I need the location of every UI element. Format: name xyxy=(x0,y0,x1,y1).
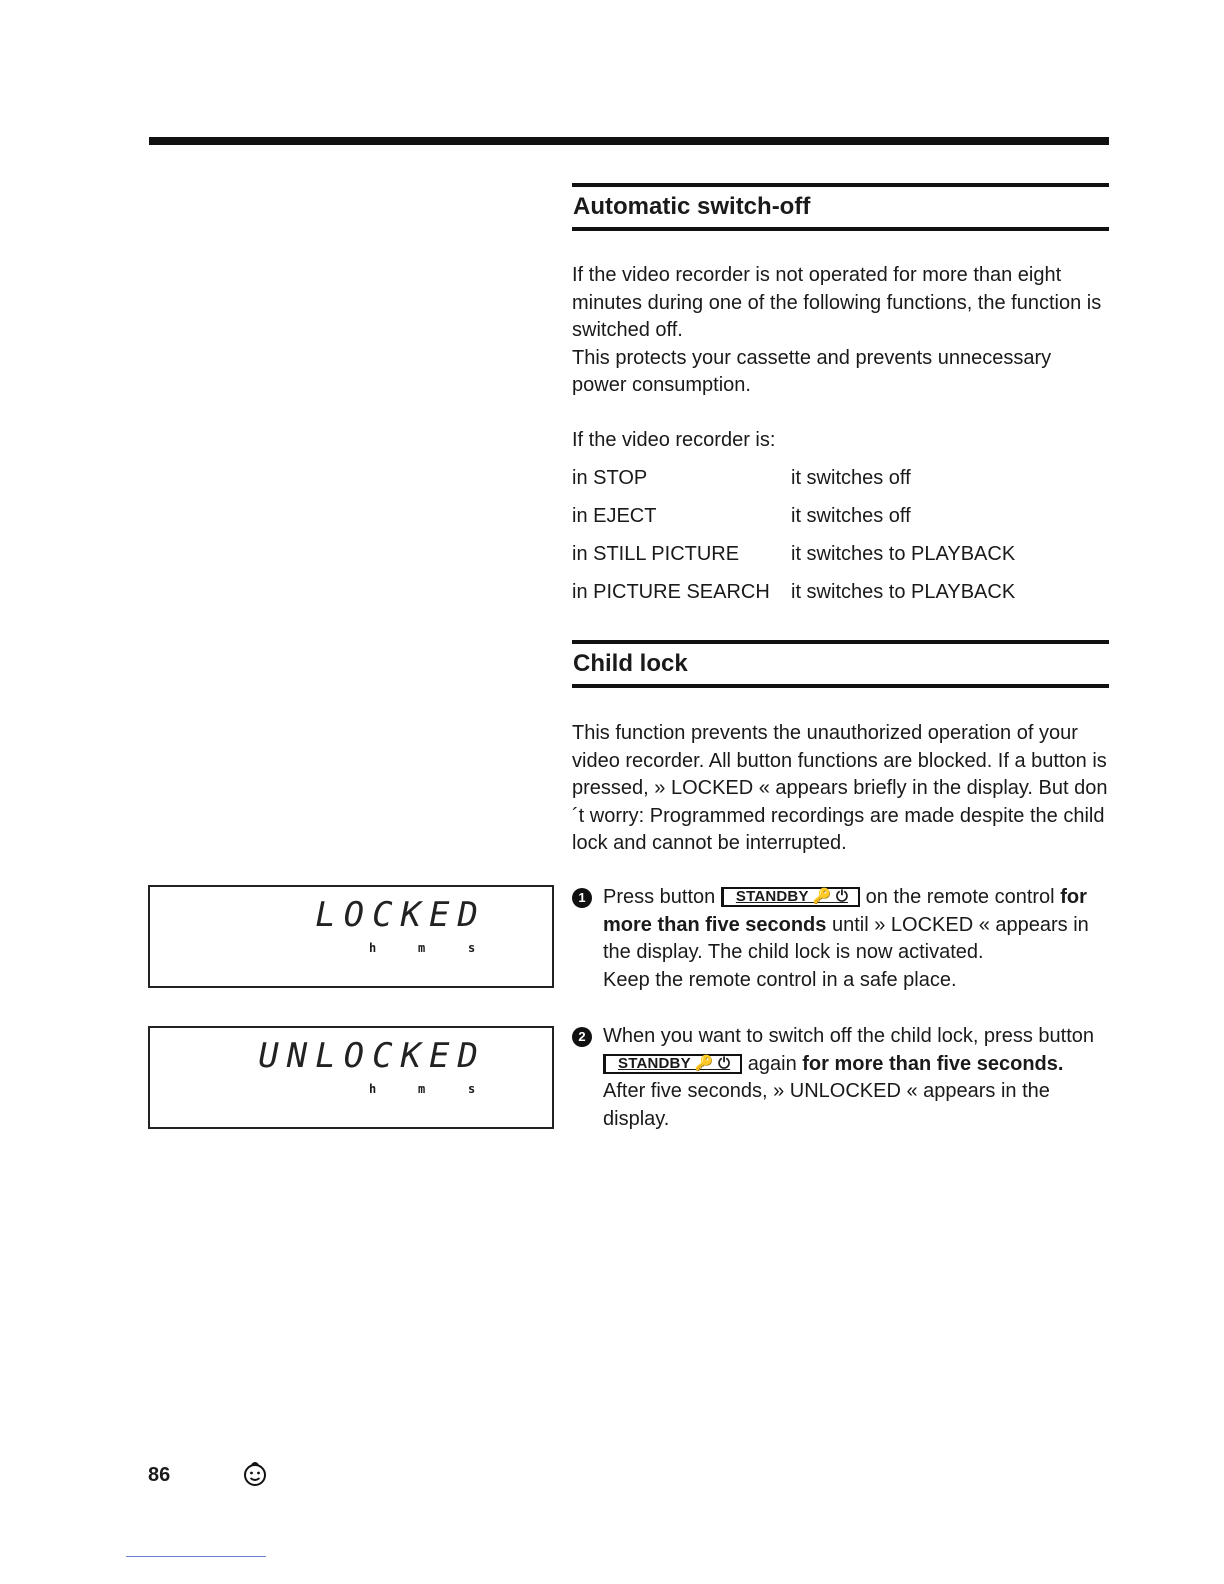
row-state: in STILL PICTURE xyxy=(572,543,740,565)
lcd-hours-label: h xyxy=(369,1082,377,1096)
step-2-text-a: When you want to switch off the child lock, press button xyxy=(603,1025,1094,1047)
row-state: in PICTURE SEARCH xyxy=(572,581,770,603)
lcd-text: LOCKED xyxy=(315,895,486,935)
table-row xyxy=(572,466,1109,504)
step-2-bold: for more than five seconds. xyxy=(802,1052,1064,1075)
table-row xyxy=(572,504,1109,542)
section-header-child-lock xyxy=(572,640,1109,688)
auto-switch-off-para1: If the video recorder is not operated for more than eight minutes during one of the following functions, the function is switched off. xyxy=(572,264,1102,342)
standby-key-label: STANDBY 🔑 ⏻ xyxy=(603,1054,742,1074)
lcd-hours-label: h xyxy=(369,941,377,955)
lcd-minutes-label: m xyxy=(418,1082,426,1096)
step-1-text xyxy=(603,884,1109,994)
top-rule xyxy=(149,137,1109,145)
step-2-text-c: After five seconds, » UNLOCKED « appears in the display. xyxy=(603,1080,1050,1130)
table-row xyxy=(572,580,1109,618)
state-table xyxy=(572,466,1109,618)
table-row xyxy=(572,542,1109,580)
row-result: it switches off xyxy=(791,467,911,489)
step-2 xyxy=(572,1023,1109,1133)
section-header-auto-switch-off xyxy=(572,183,1109,231)
lcd-text: UNLOCKED xyxy=(258,1036,486,1076)
step-2-number: 2 xyxy=(572,1027,592,1047)
lcd-seconds-label: s xyxy=(468,941,476,955)
table-intro: If the video recorder is: xyxy=(572,428,776,451)
footer-rule xyxy=(126,1556,266,1557)
step-2-text xyxy=(603,1023,1109,1133)
step-1-bold: for more than five seconds xyxy=(603,886,1087,936)
step-2-text-b: again xyxy=(747,1052,797,1075)
row-result: it switches off xyxy=(791,505,911,527)
auto-switch-off-para2: This protects your cassette and prevents unnecessary power consumption. xyxy=(572,346,1052,397)
step-1 xyxy=(572,884,1109,994)
step-1-text-a: Press button xyxy=(603,886,716,908)
lcd-seconds-label: s xyxy=(468,1082,476,1096)
row-result: it switches to PLAYBACK xyxy=(791,543,1016,565)
display-unlocked xyxy=(148,1026,554,1129)
standby-key-label: STANDBY 🔑 ⏻ xyxy=(721,887,860,907)
row-state: in STOP xyxy=(572,467,648,489)
row-result: it switches to PLAYBACK xyxy=(791,581,1016,603)
section-title-auto-switch-off: Automatic switch-off xyxy=(573,193,811,220)
step-1-text-b: on the remote control xyxy=(865,886,1055,908)
child-lock-body xyxy=(572,720,1109,858)
child-face-icon xyxy=(241,1460,269,1488)
page-number: 86 xyxy=(148,1464,171,1486)
step-1-text-c: until » LOCKED « appears in the display. The child lock is now activated. xyxy=(603,913,1089,964)
display-locked xyxy=(148,885,554,988)
step-1-number: 1 xyxy=(572,888,592,908)
child-lock-intro: This function prevents the unauthorized operation of your video recorder. All button functions are blocked. If a button is pressed, » LOCKED « appears briefly in the display. But don´t worry: Programmed recordings are made despite the child lock and cannot be interrupted. xyxy=(572,722,1108,855)
row-state: in EJECT xyxy=(572,505,657,527)
lcd-minutes-label: m xyxy=(418,941,426,955)
auto-switch-off-body xyxy=(572,262,1109,455)
step-1-text-d: Keep the remote control in a safe place. xyxy=(603,968,957,991)
section-title-child-lock: Child lock xyxy=(573,650,688,677)
